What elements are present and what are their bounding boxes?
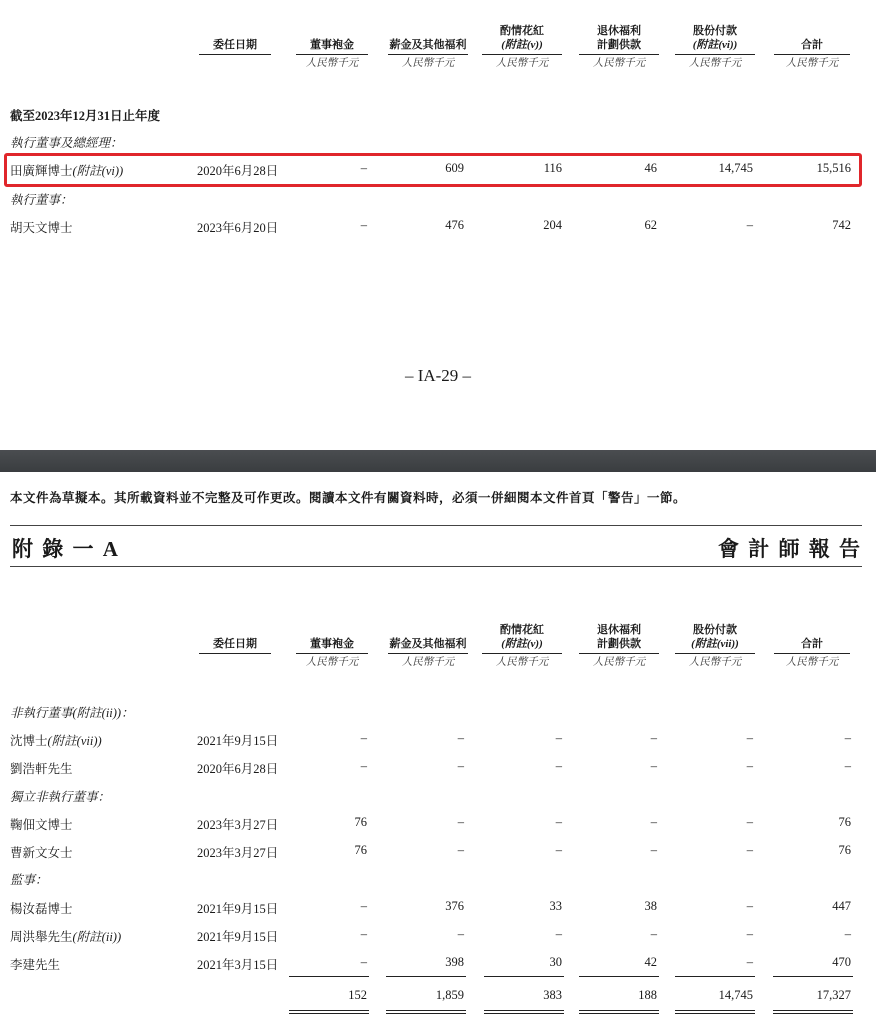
subtotal-rule (386, 976, 466, 977)
appointment-date: 2023年3月27日 (197, 818, 279, 832)
column-header-note: 計劃供款 (597, 39, 641, 51)
column-unit: 人民幣千元 (401, 58, 455, 69)
appointment-date: 2020年6月28日 (197, 164, 279, 178)
director-name (10, 843, 73, 861)
amount-cell: – (555, 927, 562, 941)
column-header (774, 38, 850, 71)
appointment-date: 2021年9月15日 (197, 902, 279, 916)
amount-cell: – (360, 899, 367, 913)
column-unit: 人民幣千元 (592, 58, 646, 69)
column-unit: 人民幣千元 (688, 657, 742, 668)
name-text: 胡天文博士 (10, 221, 73, 235)
column-unit: 人民幣千元 (785, 657, 839, 668)
column-header-label: 退休福利 (597, 25, 641, 37)
subtotal-rule (289, 976, 369, 977)
column-header (675, 623, 755, 670)
column-header-label: 委任日期 (213, 638, 257, 650)
header-underline (774, 653, 850, 654)
amount-cell: 76 (838, 815, 851, 829)
amount-cell: 76 (354, 843, 367, 857)
total-cell: 17,327 (816, 988, 851, 1002)
appointment-date: 2023年6月20日 (197, 221, 279, 235)
total-double-rule (579, 1010, 659, 1014)
header-underline (579, 54, 659, 55)
page-number: – IA-29 – (404, 366, 472, 385)
divider (10, 525, 862, 526)
appointment-date: 2021年9月15日 (197, 734, 279, 748)
amount-cell: 470 (832, 955, 851, 969)
amount-cell: 742 (832, 218, 851, 232)
amount-cell: 204 (543, 218, 562, 232)
amount-cell: 76 (838, 843, 851, 857)
amount-cell: – (555, 843, 562, 857)
total-cell: 14,745 (718, 988, 753, 1002)
amount-cell: – (457, 843, 464, 857)
appointment-date: 2020年6月28日 (197, 762, 279, 776)
amount-cell: 398 (445, 955, 464, 969)
column-unit: 人民幣千元 (688, 58, 742, 69)
total-cell: 1,859 (435, 988, 464, 1002)
period-heading: 截至2023年12月31日止年度 (10, 109, 161, 123)
amount-cell: – (457, 731, 464, 745)
name-note: (附註(vii)) (47, 734, 102, 748)
category-label: 執行董事： (10, 193, 73, 207)
header-underline (199, 54, 271, 55)
column-header-label: 股份付款 (693, 25, 737, 37)
column-header (579, 623, 659, 670)
amount-cell: – (746, 927, 753, 941)
column-header (296, 637, 368, 670)
total-cell: 152 (348, 988, 367, 1002)
column-unit: 人民幣千元 (401, 657, 455, 668)
director-name (10, 955, 60, 973)
amount-cell: – (360, 927, 367, 941)
column-unit: 人民幣千元 (495, 657, 549, 668)
amount-cell: 42 (644, 955, 657, 969)
amount-cell: 38 (644, 899, 657, 913)
amount-cell: 14,745 (718, 161, 753, 175)
amount-cell: – (360, 218, 367, 232)
column-unit: 人民幣千元 (305, 657, 359, 668)
header-underline (482, 653, 562, 654)
amount-cell: – (360, 955, 367, 969)
category-label: 監事： (10, 873, 48, 887)
draft-notice: 本文件為草擬本。其所載資料並不完整及可作更改。閱讀本文件有關資料時，必須一併細閱本文件首頁「警告」一節。 (10, 490, 687, 505)
header-underline (388, 653, 468, 654)
amount-cell: 30 (549, 955, 562, 969)
name-text: 曹新文女士 (10, 846, 73, 860)
column-header (199, 637, 271, 654)
amount-cell: 46 (644, 161, 657, 175)
amount-cell: – (360, 161, 367, 175)
amount-cell: – (555, 759, 562, 773)
director-name (10, 218, 73, 236)
category-label: 獨立非執行董事： (10, 790, 111, 804)
amount-cell: – (746, 815, 753, 829)
amount-cell: – (555, 731, 562, 745)
column-header-label: 酌情花紅 (500, 624, 544, 636)
column-header (296, 38, 368, 71)
amount-cell: 62 (644, 218, 657, 232)
header-underline (388, 54, 468, 55)
divider (10, 566, 862, 567)
column-header (388, 38, 468, 71)
total-double-rule (289, 1010, 369, 1014)
amount-cell: – (746, 218, 753, 232)
name-note: (附註(ii)) (72, 930, 122, 944)
subtotal-rule (484, 976, 564, 977)
category-label: 非執行董事(附註(ii))： (10, 706, 134, 720)
amount-cell: – (555, 815, 562, 829)
header-underline (199, 653, 271, 654)
amount-cell: 609 (445, 161, 464, 175)
name-text: 沈博士 (10, 734, 48, 748)
total-double-rule (773, 1010, 853, 1014)
column-header-label: 薪金及其他福利 (389, 638, 467, 650)
appointment-date: 2021年9月15日 (197, 930, 279, 944)
column-header-label: 合計 (801, 638, 823, 650)
report-title: 會 計 師 報 告 (718, 537, 862, 561)
column-header-note: (附註(v)) (501, 638, 543, 650)
director-name (10, 927, 121, 945)
appointment-date: 2023年3月27日 (197, 846, 279, 860)
amount-cell: 447 (832, 899, 851, 913)
column-header (199, 38, 271, 55)
column-header (579, 24, 659, 71)
director-name (10, 161, 123, 179)
column-unit: 人民幣千元 (592, 657, 646, 668)
amount-cell: – (650, 843, 657, 857)
header-underline (296, 54, 368, 55)
header-underline (675, 54, 755, 55)
total-cell: 188 (638, 988, 657, 1002)
director-name (10, 759, 73, 777)
name-text: 楊汝磊博士 (10, 902, 73, 916)
amount-cell: – (650, 815, 657, 829)
name-text: 李建先生 (10, 958, 61, 972)
amount-cell: – (650, 759, 657, 773)
total-cell: 383 (543, 988, 562, 1002)
name-text: 劉浩軒先生 (10, 762, 73, 776)
column-header-label: 薪金及其他福利 (389, 39, 467, 51)
header-underline (482, 54, 562, 55)
column-header-note: (附註(vi)) (692, 39, 738, 51)
name-text: 周洪舉先生 (10, 930, 73, 944)
column-header-note: 計劃供款 (597, 638, 641, 650)
total-double-rule (484, 1010, 564, 1014)
subtotal-rule (579, 976, 659, 977)
amount-cell: 376 (445, 899, 464, 913)
header-underline (296, 653, 368, 654)
subtotal-rule (675, 976, 755, 977)
category-label: 執行董事及總經理： (10, 136, 123, 150)
column-header-label: 合計 (801, 39, 823, 51)
header-underline (774, 54, 850, 55)
subtotal-rule (773, 976, 853, 977)
column-header-label: 退休福利 (597, 624, 641, 636)
column-unit: 人民幣千元 (305, 58, 359, 69)
page-divider (0, 450, 876, 472)
director-name (10, 899, 73, 917)
amount-cell: – (746, 955, 753, 969)
amount-cell: – (844, 731, 851, 745)
column-header (774, 637, 850, 670)
amount-cell: 76 (354, 815, 367, 829)
column-header-label: 董事袍金 (310, 39, 354, 51)
column-header-label: 酌情花紅 (500, 25, 544, 37)
column-header-note: (附註(vii)) (691, 638, 739, 650)
total-double-rule (675, 1010, 755, 1014)
amount-cell: – (746, 731, 753, 745)
column-unit: 人民幣千元 (495, 58, 549, 69)
amount-cell: – (844, 759, 851, 773)
column-header-note: (附註(v)) (501, 39, 543, 51)
header-underline (579, 653, 659, 654)
amount-cell: 116 (543, 161, 562, 175)
amount-cell: 15,516 (816, 161, 851, 175)
amount-cell: – (457, 815, 464, 829)
amount-cell: 476 (445, 218, 464, 232)
amount-cell: – (650, 927, 657, 941)
amount-cell: – (650, 731, 657, 745)
column-header-label: 委任日期 (213, 39, 257, 51)
amount-cell: – (746, 899, 753, 913)
column-unit: 人民幣千元 (785, 58, 839, 69)
appointment-date: 2021年3月15日 (197, 958, 279, 972)
column-header (482, 24, 562, 71)
amount-cell: – (457, 759, 464, 773)
name-text: 鞠佃文博士 (10, 818, 73, 832)
column-header (482, 623, 562, 670)
amount-cell: – (844, 927, 851, 941)
director-name (10, 815, 73, 833)
amount-cell: – (746, 843, 753, 857)
amount-cell: – (360, 759, 367, 773)
amount-cell: – (457, 927, 464, 941)
column-header-label: 董事袍金 (310, 638, 354, 650)
amount-cell: 33 (549, 899, 562, 913)
column-header (675, 24, 755, 71)
header-underline (675, 653, 755, 654)
total-double-rule (386, 1010, 466, 1014)
director-name (10, 731, 102, 749)
column-header (388, 637, 468, 670)
name-note: (附註(vi)) (72, 164, 124, 178)
amount-cell: – (746, 759, 753, 773)
name-text: 田廣輝博士 (10, 164, 73, 178)
column-header-label: 股份付款 (693, 624, 737, 636)
amount-cell: – (360, 731, 367, 745)
appendix-label: 附 錄 一 A (12, 537, 120, 561)
